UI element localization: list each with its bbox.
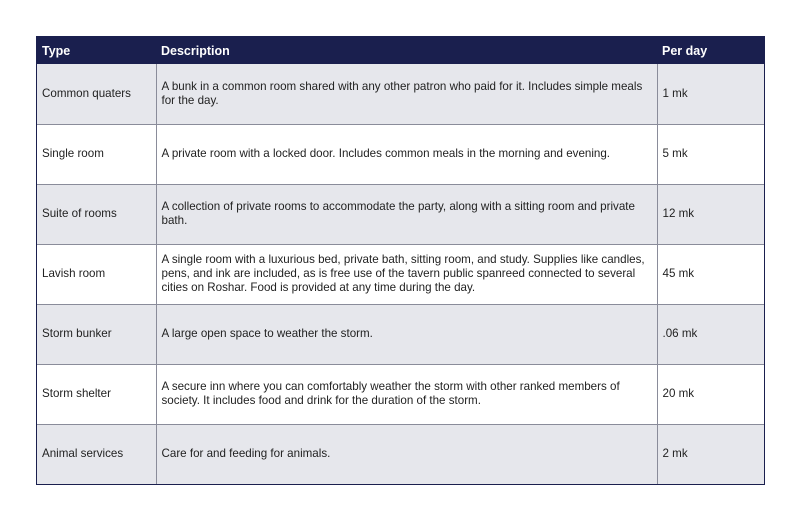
cell-description: A single room with a luxurious bed, private bath, sitting room, and study. Supplies like candles, pens, and ink are included, as is free use of the tavern public spanreed connected to several cities on Roshar. Food is provided at any time during the day. bbox=[156, 244, 657, 304]
table-row bbox=[37, 244, 764, 304]
cell-description: A private room with a locked door. Includes common meals in the morning and evening. bbox=[156, 124, 657, 184]
cell-type: Storm bunker bbox=[37, 304, 156, 364]
header-per-day: Per day bbox=[657, 37, 764, 64]
cell-per-day: .06 mk bbox=[657, 304, 764, 364]
cell-description: A secure inn where you can comfortably weather the storm with other ranked members of society. It includes food and drink for the duration of the storm. bbox=[156, 364, 657, 424]
cell-type: Animal services bbox=[37, 424, 156, 484]
cell-type: Single room bbox=[37, 124, 156, 184]
cell-per-day: 1 mk bbox=[657, 64, 764, 124]
table-row bbox=[37, 124, 764, 184]
cell-description: A bunk in a common room shared with any other patron who paid for it. Includes simple meals for the day. bbox=[156, 64, 657, 124]
cell-per-day: 2 mk bbox=[657, 424, 764, 484]
cell-per-day: 12 mk bbox=[657, 184, 764, 244]
header-type: Type bbox=[37, 37, 156, 64]
table-row bbox=[37, 364, 764, 424]
table-row bbox=[37, 424, 764, 484]
cell-per-day: 20 mk bbox=[657, 364, 764, 424]
lodging-price-table bbox=[36, 36, 765, 485]
table-body bbox=[37, 64, 764, 484]
header-description: Description bbox=[156, 37, 657, 64]
header-row bbox=[37, 37, 764, 64]
cell-per-day: 5 mk bbox=[657, 124, 764, 184]
table-row bbox=[37, 64, 764, 124]
cell-description: A large open space to weather the storm. bbox=[156, 304, 657, 364]
cell-type: Suite of rooms bbox=[37, 184, 156, 244]
cell-type: Storm shelter bbox=[37, 364, 156, 424]
cell-type: Lavish room bbox=[37, 244, 156, 304]
cell-per-day: 45 mk bbox=[657, 244, 764, 304]
table-row bbox=[37, 184, 764, 244]
lodging-table bbox=[37, 37, 764, 484]
cell-description: Care for and feeding for animals. bbox=[156, 424, 657, 484]
cell-type: Common quaters bbox=[37, 64, 156, 124]
table-header bbox=[37, 37, 764, 64]
table-row bbox=[37, 304, 764, 364]
cell-description: A collection of private rooms to accommodate the party, along with a sitting room and private bath. bbox=[156, 184, 657, 244]
